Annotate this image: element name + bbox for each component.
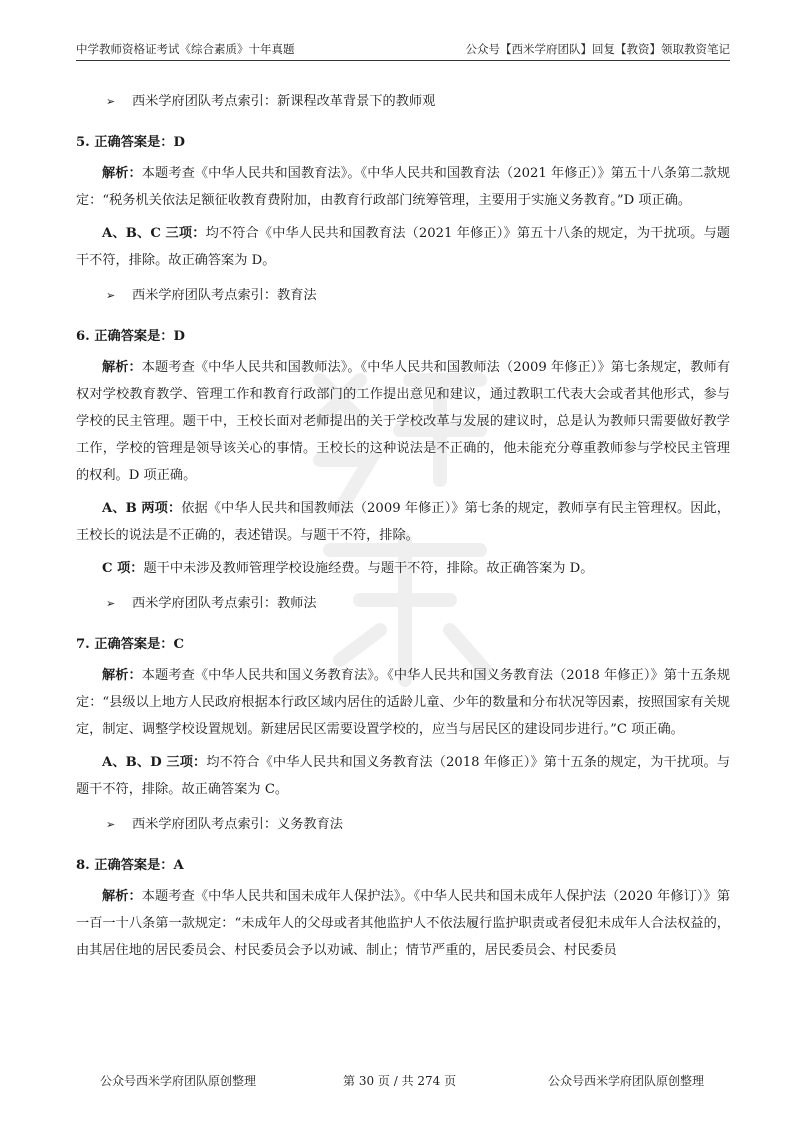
footer-right: 公众号西米学府团队原创整理 xyxy=(548,1074,705,1088)
option-paragraph: A、B、C 三项：均不符合《中华人民共和国教育法（2021 年修正）》第五十八条的规定，为干扰项。与题干不符，排除。故正确答案为 D。 xyxy=(76,226,730,268)
page-header xyxy=(76,38,730,61)
answer-heading: 5. 正确答案是：D xyxy=(76,135,185,150)
footer-left: 公众号西米学府团队原创整理 xyxy=(100,1074,257,1088)
option-paragraph: C 项：题干中未涉及教师管理学校设施经费。与题干不符，排除。故正确答案为 D。 xyxy=(102,561,594,576)
arrow-bullet-icon: ➢ xyxy=(106,818,116,831)
page-footer xyxy=(0,1072,800,1092)
page-content xyxy=(76,80,730,964)
index-bullet: ➢ 西米学府团队考点索引：教师法 xyxy=(76,590,730,617)
analysis-paragraph: 解析：本题考查《中华人民共和国教师法》。《中华人民共和国教师法（2009 年修正）》第七条规定，教师有权对学校教育教学、管理工作和教育行政部门的工作提出意见和建议，通过教职工代表大会或者其他形式，参与学校的民主管理。题干中，王校长面对老师提出的关于学校改革与发展的建议时，总是认为教师只需要做好教学工作，学校的管理是领导该关心的事情。王校长的这种说法是不正确的，他未能充分尊重教师参与学校民主管理的权利。D 项正确。 xyxy=(76,360,731,483)
arrow-bullet-icon: ➢ xyxy=(106,95,116,108)
index-bullet: ➢ 西米学府团队考点索引：义务教育法 xyxy=(76,811,730,838)
analysis-paragraph: 解析：本题考查《中华人民共和国教育法》。《中华人民共和国教育法（2021 年修正）》第五十八条第二款规定：“税务机关依法足额征收教育费附加，由教育行政部门统筹管理，主要用于实施义务教育。”D 项正确。 xyxy=(76,166,731,208)
answer-heading: 6. 正确答案是：D xyxy=(76,329,185,344)
analysis-paragraph: 解析：本题考查《中华人民共和国义务教育法》。《中华人民共和国义务教育法（2018 年修正）》第十五条规定：“县级以上地方人民政府根据本行政区域内居住的适龄儿童、少年的数量和分布状况等因素，按照国家有关规定，制定、调整学校设置规划。新建居民区需要设置学校的，应当与居民区的建设同步进行。”C 项正确。 xyxy=(76,668,731,737)
arrow-bullet-icon: ➢ xyxy=(106,289,116,302)
option-paragraph: A、B 两项：依据《中华人民共和国教师法（2009 年修正）》第七条的规定，教师享有民主管理权。因此，王校长的说法是不正确的，表述错误。与题干不符，排除。 xyxy=(76,501,730,543)
header-title: 中学教师资格证考试《综合素质》十年真题 xyxy=(76,42,295,56)
option-paragraph: A、B、D 三项：均不符合《中华人民共和国义务教育法（2018 年修正）》第十五条的规定，为干扰项。与题干不符，排除。故正确答案为 C。 xyxy=(76,755,731,797)
answer-heading: 8. 正确答案是：A xyxy=(76,858,184,873)
analysis-paragraph: 解析：本题考查《中华人民共和国未成年人保护法》。《中华人民共和国未成年人保护法（2020 年修订）》第一百一十八条第一款规定：“未成年人的父母或者其他监护人不依法履行监护职责或者侵犯未成年人合法权益的，由其居住地的居民委员会、村民委员会予以劝诫、制止；情节严重的，居民委员会、村民委员 xyxy=(76,889,731,958)
arrow-bullet-icon: ➢ xyxy=(106,597,116,610)
header-promo: 公众号【西米学府团队】回复【教资】领取教资笔记 xyxy=(465,42,730,56)
answer-heading: 7. 正确答案是：C xyxy=(76,637,184,652)
index-bullet: ➢ 西米学府团队考点索引：新课程改革背景下的教师观 xyxy=(76,88,730,115)
index-bullet: ➢ 西米学府团队考点索引：教育法 xyxy=(76,282,730,309)
page-number: 第 30 页 / 共 274 页 xyxy=(343,1074,457,1088)
